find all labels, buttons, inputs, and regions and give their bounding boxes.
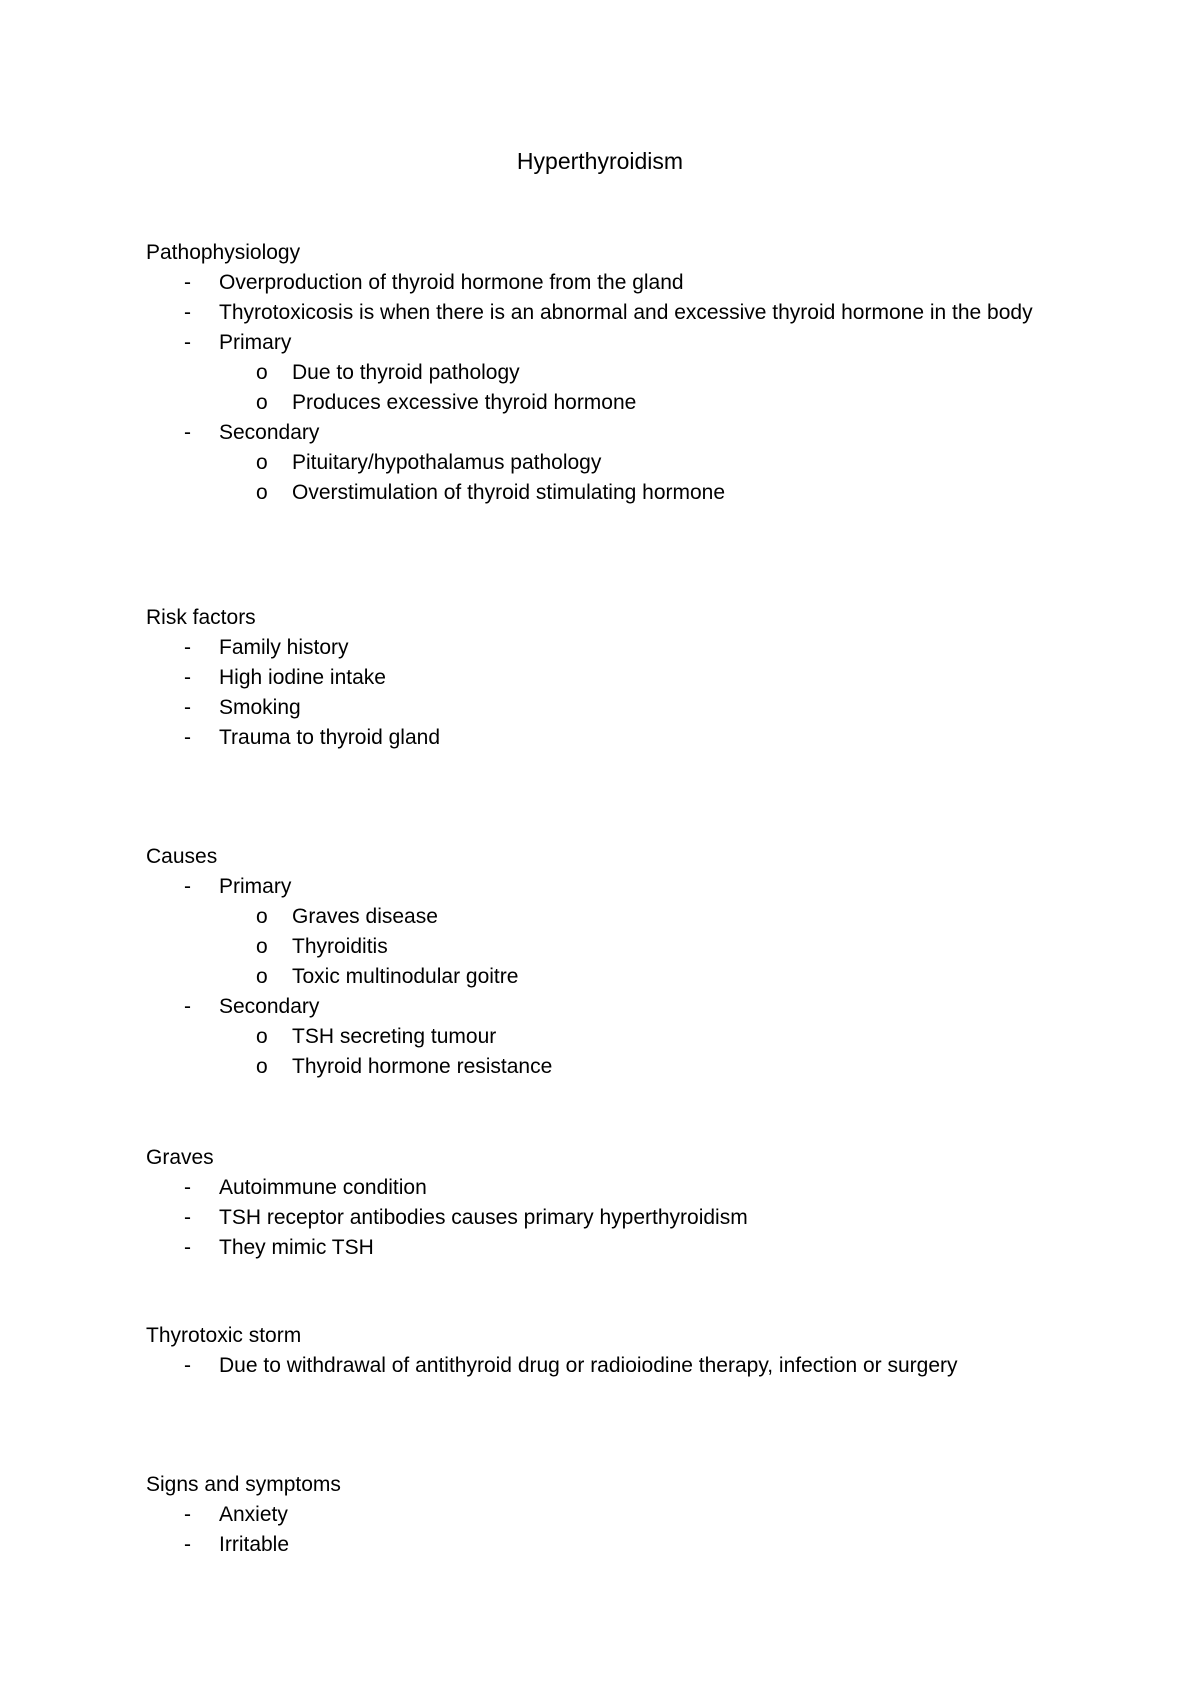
- circle-marker: o: [256, 1055, 268, 1078]
- list-item: [146, 298, 1146, 328]
- list-item: [146, 1500, 1146, 1530]
- section-heading: Signs and symptoms: [146, 1473, 341, 1496]
- list-item-text: Due to thyroid pathology: [292, 361, 520, 384]
- dash-marker: -: [184, 1354, 191, 1377]
- circle-marker: o: [256, 935, 268, 958]
- list-subitem: [146, 1022, 1146, 1052]
- list-subitem: [146, 962, 1146, 992]
- list-item-text: Graves disease: [292, 905, 438, 928]
- section-heading: Risk factors: [146, 606, 256, 629]
- dash-marker: -: [184, 271, 191, 294]
- list-item-text: Autoimmune condition: [219, 1176, 427, 1199]
- section-pathophysiology: [146, 238, 1146, 508]
- list-item: [146, 1530, 1146, 1560]
- list-item-text: Smoking: [219, 696, 301, 719]
- section-heading: Pathophysiology: [146, 241, 301, 264]
- dash-marker: -: [184, 1236, 191, 1259]
- list-item: [146, 633, 1146, 663]
- dash-marker: -: [184, 636, 191, 659]
- list-item-text: Toxic multinodular goitre: [292, 965, 519, 988]
- list-item: [146, 418, 1146, 448]
- list-item-text: Overstimulation of thyroid stimulating hormone: [292, 481, 726, 504]
- list-subitem: [146, 358, 1146, 388]
- list-item-text: Thyroiditis: [292, 935, 388, 958]
- circle-marker: o: [256, 905, 268, 928]
- section-thyrotoxic-storm: [146, 1321, 1146, 1381]
- list-item-text: Overproduction of thyroid hormone from the gland: [219, 271, 684, 294]
- list-subitem: [146, 932, 1146, 962]
- circle-marker: o: [256, 1025, 268, 1048]
- dash-marker: -: [184, 995, 191, 1018]
- list-item: [146, 1173, 1146, 1203]
- dash-marker: -: [184, 1503, 191, 1526]
- list-item-text: Primary: [219, 331, 292, 354]
- list-item: [146, 693, 1146, 723]
- dash-marker: -: [184, 666, 191, 689]
- list-subitem: [146, 1052, 1146, 1082]
- list-subitem: [146, 388, 1146, 418]
- list-item-text: TSH secreting tumour: [292, 1025, 497, 1048]
- list-item: [146, 723, 1146, 753]
- circle-marker: o: [256, 481, 268, 504]
- list-item-text: They mimic TSH: [219, 1236, 374, 1259]
- list-item-text: Pituitary/hypothalamus pathology: [292, 451, 602, 474]
- circle-marker: o: [256, 451, 268, 474]
- list-item-text: Trauma to thyroid gland: [219, 726, 441, 749]
- list-item-text: Produces excessive thyroid hormone: [292, 391, 637, 414]
- dash-marker: -: [184, 875, 191, 898]
- section-causes: [146, 842, 1146, 1082]
- dash-marker: -: [184, 1533, 191, 1556]
- list-item: [146, 1233, 1146, 1263]
- list-item: [146, 872, 1146, 902]
- list-item-text: Thyrotoxicosis is when there is an abnormal and excessive thyroid hormone in the body: [219, 301, 1033, 324]
- dash-marker: -: [184, 301, 191, 324]
- list-subitem: [146, 478, 1146, 508]
- section-signs-symptoms: [146, 1470, 1146, 1560]
- list-item: [146, 268, 1146, 298]
- dash-marker: -: [184, 1176, 191, 1199]
- section-risk-factors: [146, 603, 1146, 753]
- list-item: [146, 992, 1146, 1022]
- list-item-text: Family history: [219, 636, 349, 659]
- list-item: [146, 1203, 1146, 1233]
- list-item-text: High iodine intake: [219, 666, 386, 689]
- list-item-text: Anxiety: [219, 1503, 288, 1526]
- list-item-text: TSH receptor antibodies causes primary hyperthyroidism: [219, 1206, 748, 1229]
- list-subitem: [146, 902, 1146, 932]
- circle-marker: o: [256, 361, 268, 384]
- list-item: [146, 328, 1146, 358]
- list-item-text: Due to withdrawal of antithyroid drug or radioiodine therapy, infection or surgery: [219, 1354, 958, 1377]
- list-item: [146, 1351, 1146, 1381]
- circle-marker: o: [256, 391, 268, 414]
- list-item-text: Thyroid hormone resistance: [292, 1055, 553, 1078]
- list-item-text: Primary: [219, 875, 292, 898]
- dash-marker: -: [184, 1206, 191, 1229]
- list-item-text: Secondary: [219, 421, 320, 444]
- section-graves: [146, 1143, 1146, 1263]
- section-heading: Graves: [146, 1146, 214, 1169]
- dash-marker: -: [184, 331, 191, 354]
- dash-marker: -: [184, 696, 191, 719]
- list-item-text: Irritable: [219, 1533, 290, 1556]
- dash-marker: -: [184, 726, 191, 749]
- section-heading: Causes: [146, 845, 218, 868]
- section-heading: Thyrotoxic storm: [146, 1324, 302, 1347]
- list-subitem: [146, 448, 1146, 478]
- circle-marker: o: [256, 965, 268, 988]
- document-title: Hyperthyroidism: [516, 148, 684, 174]
- list-item-text: Secondary: [219, 995, 320, 1018]
- list-item: [146, 663, 1146, 693]
- dash-marker: -: [184, 421, 191, 444]
